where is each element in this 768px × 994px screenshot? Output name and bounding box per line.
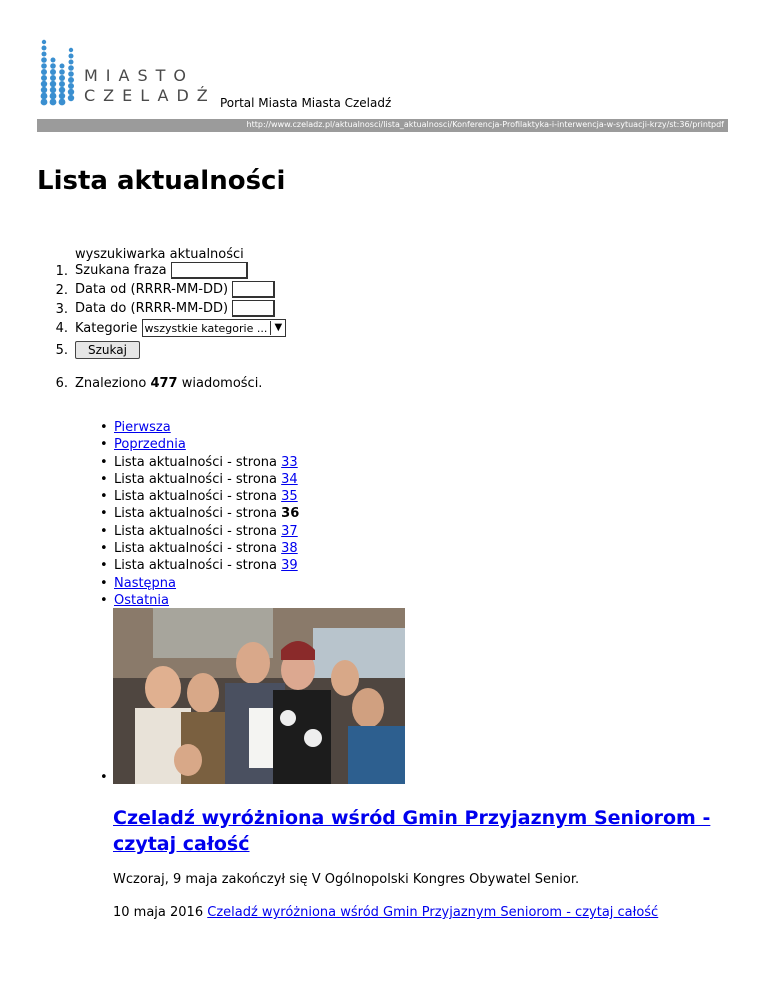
phrase-input[interactable] (171, 262, 248, 279)
date-from-row (75, 281, 275, 298)
news-lead: Wczoraj, 9 maja zakończył się V Ogólnopolski Kongres Obywatel Senior. (113, 872, 580, 887)
results-prefix: Znaleziono (75, 376, 147, 391)
pager-item (100, 419, 299, 436)
logo-line-1: MIASTO (84, 66, 194, 85)
pager-label: Lista aktualności - strona (114, 454, 278, 470)
page-title: Lista aktualności (37, 166, 286, 196)
results-number: 477 (150, 376, 178, 391)
pager-page-link[interactable]: 37 (281, 523, 298, 539)
pager-first-link[interactable]: Pierwsza (114, 420, 171, 435)
pager-label: Lista aktualności - strona (114, 489, 278, 505)
pager-item (100, 575, 299, 592)
pager-item (100, 540, 299, 557)
news-photo[interactable] (113, 608, 405, 784)
pager-next-link[interactable]: Następna (114, 575, 177, 591)
chevron-down-icon: ▼ (270, 321, 285, 335)
results-suffix: wiadomości. (181, 376, 263, 391)
category-value: wszystkie kategorie ... (144, 321, 268, 335)
pager-item (100, 505, 299, 522)
list-bullet: • (100, 770, 108, 785)
pager-label: Lista aktualności - strona (114, 471, 278, 487)
list-number: 3. (55, 302, 68, 317)
date-to-input[interactable] (232, 300, 275, 317)
phrase-row (75, 262, 248, 279)
submit-row (75, 341, 140, 359)
pager-page-link[interactable]: 39 (281, 558, 298, 574)
pager-item (100, 592, 299, 609)
news-title-link[interactable]: Czeladź wyróżniona wśród Gmin Przyjaznym Seniorom - czytaj całość (113, 807, 711, 855)
category-row (75, 319, 286, 337)
pager-label: Lista aktualności - strona (114, 541, 278, 557)
results-count (75, 376, 262, 391)
pager-item (100, 488, 299, 505)
pager-item (100, 436, 299, 453)
pager-item (100, 471, 299, 488)
search-button[interactable]: Szukaj (75, 341, 140, 359)
url-bar (37, 119, 728, 132)
pager-label: Lista aktualności - strona (114, 523, 278, 539)
pager-item (100, 523, 299, 540)
pager-item (100, 454, 299, 471)
list-number: 1. (55, 264, 68, 279)
pager-last-link[interactable]: Ostatnia (114, 592, 169, 608)
list-number: 5. (55, 343, 68, 358)
page-url: http://www.czeladz.pl/aktualnosci/lista_aktualnosci/Konferencja-Profilaktyka-i-interwencja-w-sytuacji-krzy/st:36/printpdf (246, 120, 724, 129)
list-number: 6. (55, 376, 68, 391)
list-number: 2. (55, 283, 68, 298)
pager-current-page: 36 (281, 506, 300, 522)
news-read-more-link[interactable]: Czeladź wyróżniona wśród Gmin Przyjaznym Seniorom - czytaj całość (207, 905, 659, 920)
news-date: 10 maja 2016 (113, 905, 204, 920)
logo-line-2: CZELADŹ (84, 86, 216, 105)
pager-prev-link[interactable]: Poprzednia (114, 437, 186, 453)
phrase-label: Szukana fraza (75, 263, 167, 278)
pagination (100, 419, 299, 609)
category-label: Kategorie (75, 320, 138, 336)
pager-page-link[interactable]: 33 (281, 454, 298, 470)
news-meta (113, 905, 658, 920)
pager-item (100, 557, 299, 574)
date-to-label: Data do (RRRR-MM-DD) (75, 301, 229, 316)
pager-label: Lista aktualności - strona (114, 506, 278, 522)
date-from-input[interactable] (232, 281, 275, 298)
news-title (113, 805, 733, 857)
pager-label: Lista aktualności - strona (114, 558, 278, 574)
pager-page-link[interactable]: 35 (281, 489, 298, 505)
list-number: 4. (55, 321, 68, 336)
pager-page-link[interactable]: 34 (281, 471, 298, 487)
portal-name: Portal Miasta Miasta Czeladź (220, 96, 392, 110)
search-caption: wyszukiwarka aktualności (75, 247, 244, 262)
date-to-row (75, 300, 275, 317)
category-select[interactable] (142, 319, 287, 337)
pager-page-link[interactable]: 38 (281, 541, 298, 557)
logo-wordmark (84, 66, 216, 106)
date-from-label: Data od (RRRR-MM-DD) (75, 282, 229, 297)
